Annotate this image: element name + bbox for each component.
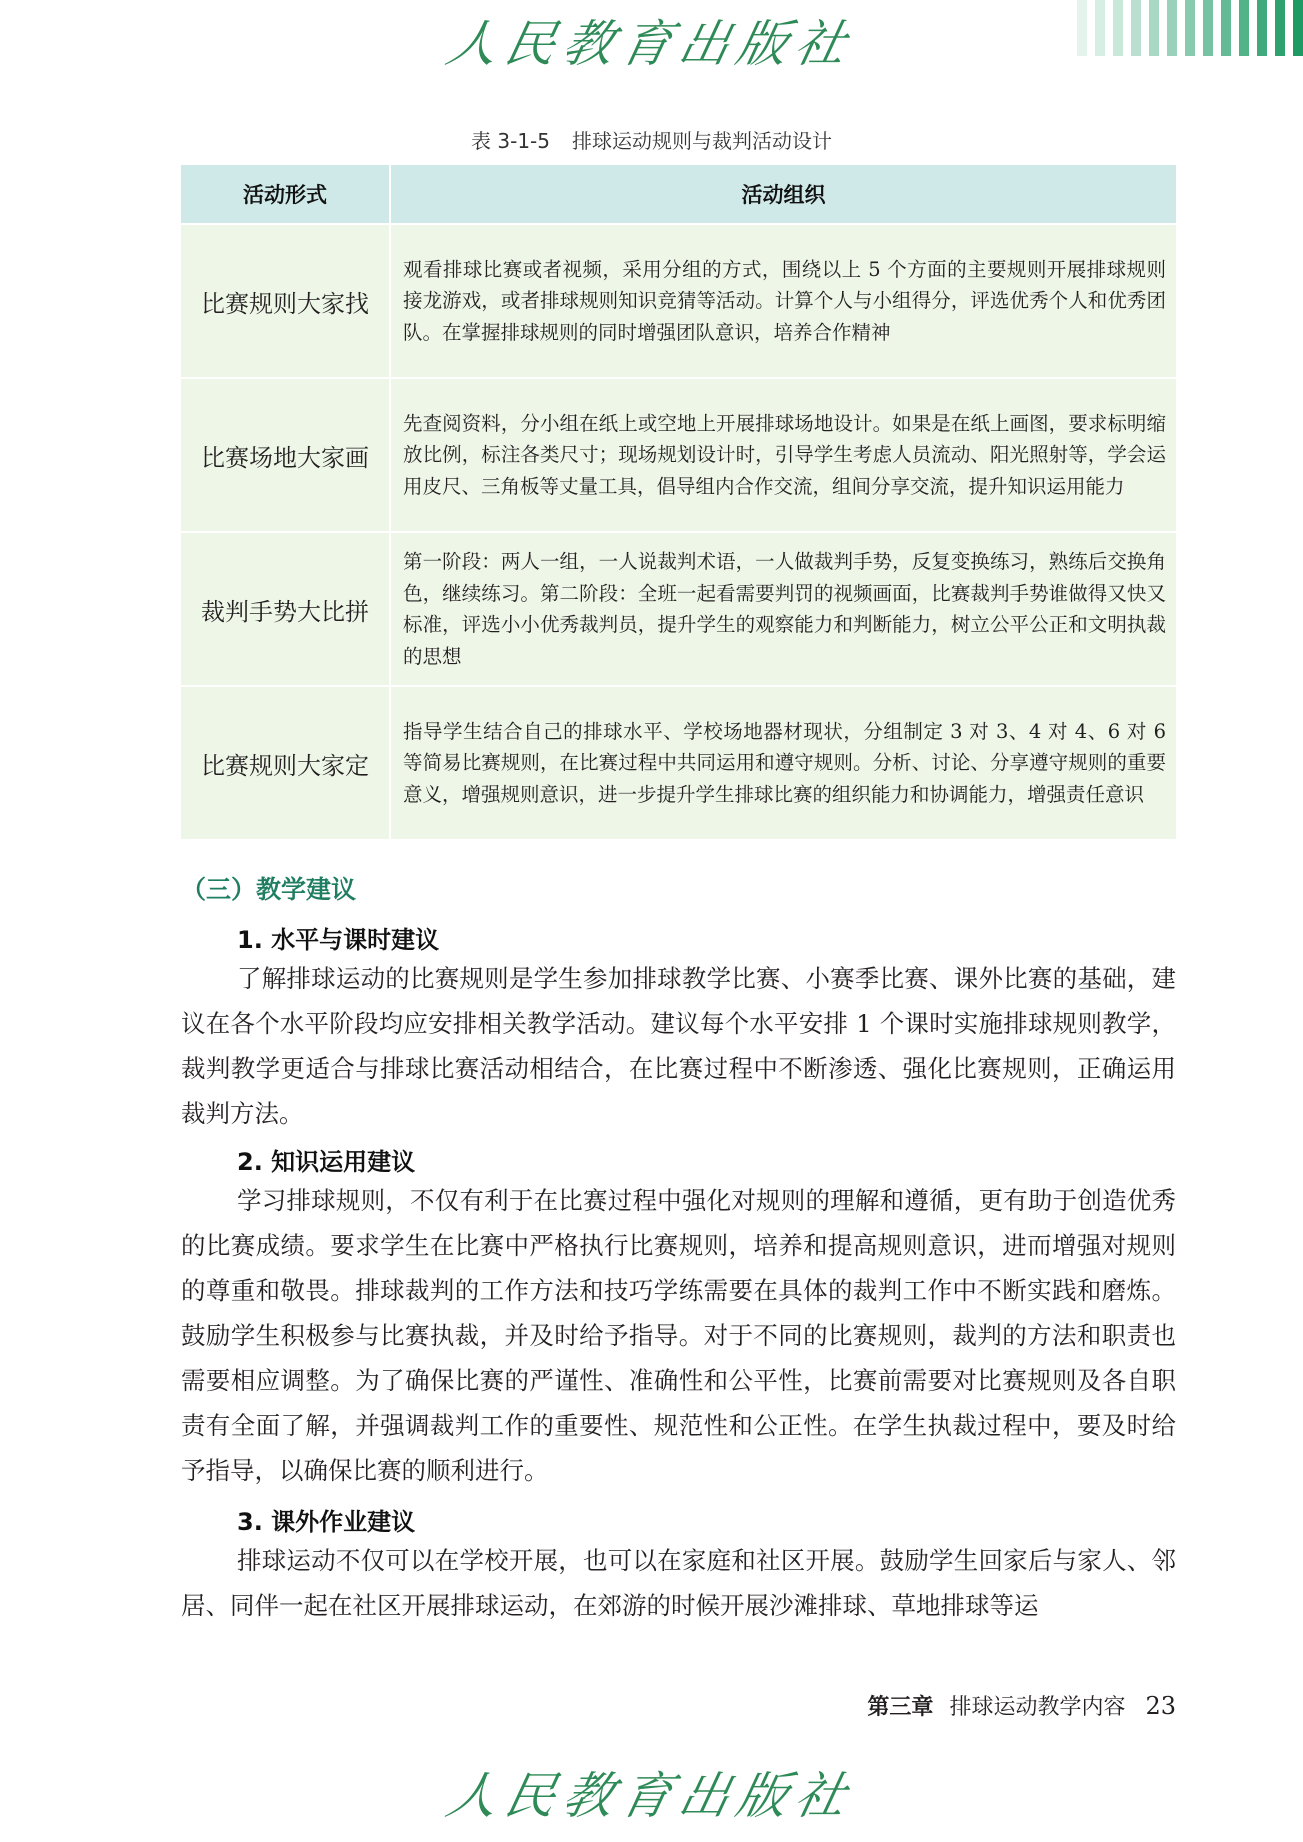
table-caption-number: 表 3-1-5	[471, 129, 550, 153]
section-title: （三）教学建议	[181, 875, 357, 904]
header-stripe	[1293, 0, 1303, 56]
header-stripe	[1131, 0, 1141, 56]
page-footer	[867, 1690, 1176, 1721]
table-caption	[0, 125, 1303, 154]
activity-org-cell: 观看排球比赛或者视频，采用分组的方式，围绕以上 5 个方面的主要规则开展排球规则接龙游戏，或者排球规则知识竞猜等活动。计算个人与小组得分，评选优秀个人和优秀团队。在掌握排球规则的同时增强团队意识，培养合作精神	[390, 224, 1176, 378]
header-stripe	[1167, 0, 1177, 56]
header-stripes	[1031, 0, 1303, 56]
paragraph: 学习排球规则，不仅有利于在比赛过程中强化对规则的理解和遵循，更有助于创造优秀的比赛成绩。要求学生在比赛中严格执行比赛规则，培养和提高规则意识，进而增强对规则的尊重和敬畏。排球裁判的工作方法和技巧学练需要在具体的裁判工作中不断实践和磨炼。鼓励学生积极参与比赛执裁，并及时给予指导。对于不同的比赛规则，裁判的方法和职责也需要相应调整。为了确保比赛的严谨性、准确性和公平性，比赛前需要对比赛规则及各自职责有全面了解，并强调裁判工作的重要性、规范性和公正性。在学生执裁过程中，要及时给予指导，以确保比赛的顺利进行。	[181, 1186, 1176, 1485]
table-row	[181, 224, 1176, 378]
header-stripe	[1203, 0, 1213, 56]
activity-form-cell: 裁判手势大比拼	[181, 532, 390, 686]
page-number: 23	[1145, 1692, 1176, 1720]
activity-org-cell: 先查阅资料，分小组在纸上或空地上开展排球场地设计。如果是在纸上画图，要求标明缩放比例，标注各类尺寸；现场规划设计时，引导学生考虑人员流动、阳光照射等，学会运用皮尺、三角板等丈量工具，倡导组内合作交流，组间分享交流，提升知识运用能力	[390, 378, 1176, 532]
header-stripe	[1113, 0, 1123, 56]
table-header-org: 活动组织	[390, 165, 1176, 224]
footer-chapter-title: 排球运动教学内容	[949, 1695, 1126, 1720]
publisher-logo-bottom: 人民教育出版社	[441, 1767, 860, 1825]
activity-org-cell: 第一阶段：两人一组，一人说裁判术语，一人做裁判手势，反复变换练习，熟练后交换角色，继续练习。第二阶段：全班一起看需要判罚的视频画面，比赛裁判手势谁做得又快又标准，评选小小优秀裁判员，提升学生的观察能力和判断能力，树立公平公正和文明执裁的思想	[390, 532, 1176, 686]
header-stripe	[1185, 0, 1195, 56]
subsection-heading: 2. 知识运用建议	[237, 1148, 416, 1176]
header-stripe	[1239, 0, 1249, 56]
activity-org-cell: 指导学生结合自己的排球水平、学校场地器材现状，分组制定 3 对 3、4 对 4、6 对 6 等简易比赛规则，在比赛过程中共同运用和遵守规则。分析、讨论、分享遵守规则的重要意义，增强规则意识，进一步提升学生排球比赛的组织能力和协调能力，增强责任意识	[390, 686, 1176, 840]
paragraph: 了解排球运动的比赛规则是学生参加排球教学比赛、小赛季比赛、课外比赛的基础，建议在各个水平阶段均应安排相关教学活动。建议每个水平安排 1 个课时实施排球规则教学，裁判教学更适合与排球比赛活动相结合，在比赛过程中不断渗透、强化比赛规则，正确运用裁判方法。	[181, 964, 1176, 1128]
table-header-row	[181, 165, 1176, 224]
paragraph: 排球运动不仅可以在学校开展，也可以在家庭和社区开展。鼓励学生回家后与家人、邻居、同伴一起在社区开展排球运动，在郊游的时候开展沙滩排球、草地排球等运	[181, 1546, 1176, 1620]
table-row	[181, 532, 1176, 686]
activity-form-cell: 比赛场地大家画	[181, 378, 390, 532]
table-row	[181, 686, 1176, 840]
activity-form-cell: 比赛规则大家找	[181, 224, 390, 378]
subsection-heading: 3. 课外作业建议	[237, 1508, 416, 1536]
header-stripe	[1221, 0, 1231, 56]
publisher-logo-top: 人民教育出版社	[441, 15, 860, 73]
header-stripe	[1257, 0, 1267, 56]
table-caption-title: 排球运动规则与裁判活动设计	[571, 129, 832, 153]
subsection-heading: 1. 水平与课时建议	[237, 926, 440, 954]
header-stripe	[1275, 0, 1285, 56]
header-stripe	[1077, 0, 1087, 56]
header-stripe	[1149, 0, 1159, 56]
activity-form-cell: 比赛规则大家定	[181, 686, 390, 840]
table-row	[181, 378, 1176, 532]
activity-table	[181, 165, 1176, 841]
footer-chapter: 第三章	[867, 1694, 934, 1720]
header-stripe	[1095, 0, 1105, 56]
table-header-form: 活动形式	[181, 165, 390, 224]
